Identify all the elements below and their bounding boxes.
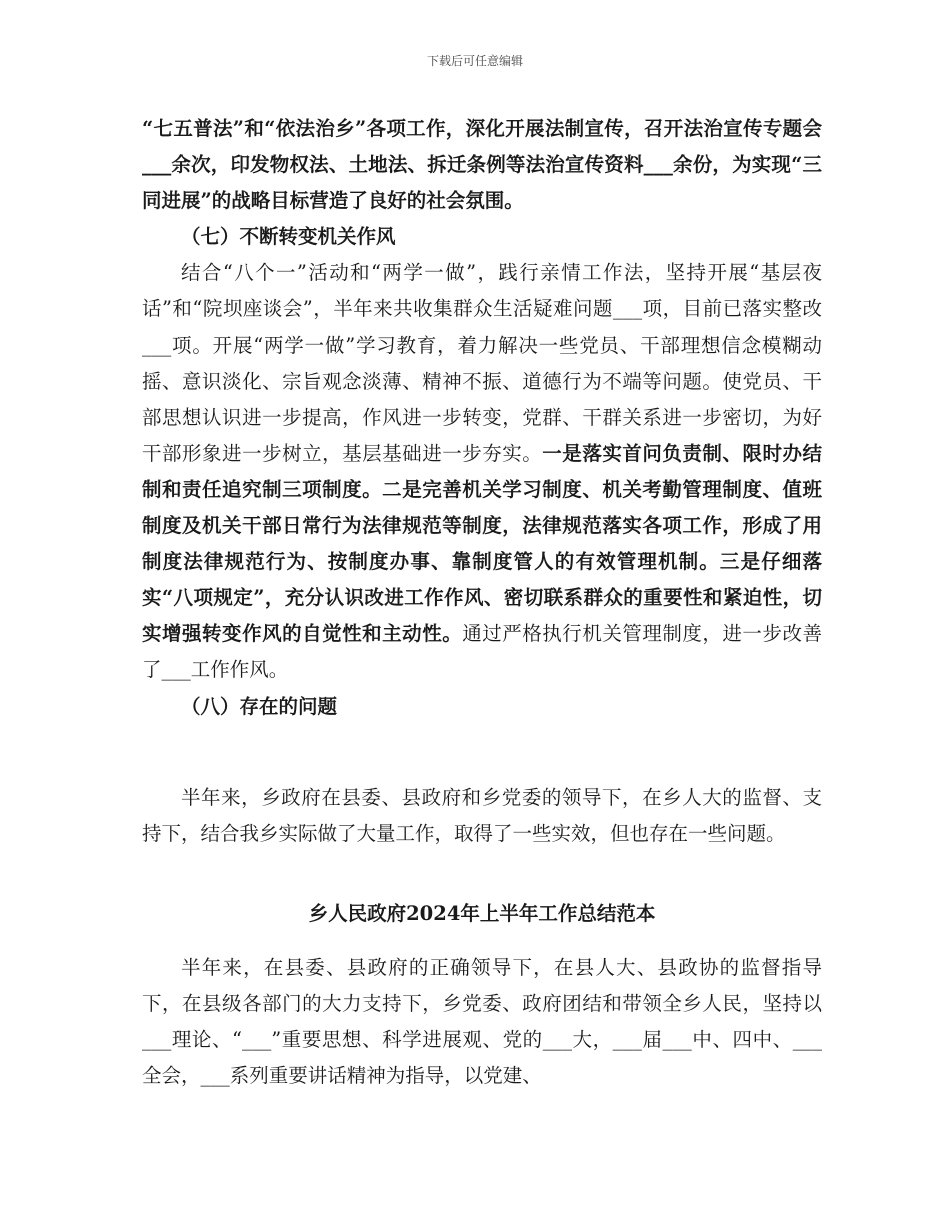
paragraph-work-style: [142, 255, 822, 688]
paragraph-intro: 半年来，在县委、县政府的正确领导下，在县人大、县政协的监督指导下，在县级各部门的大力支持下，乡党委、政府团结和带领全乡人民，坚持以___理论、“___”重要思想、科学进展观、党的___大，___届___中、四中、___全会，___系列重要讲话精神为指导，以党建、: [142, 956, 822, 1088]
document-title: 乡人民政府2024年上半年工作总结范本: [308, 902, 656, 925]
paragraph-problems: 半年来，乡政府在县委、县政府和乡党委的领导下，在乡人大的监督、支持下，结合我乡实际做了大量工作，取得了一些实效，但也存在一些问题。: [142, 786, 822, 846]
paragraph-legal-publicity: “七五普法”和“依法治乡”各项工作，深化开展法制宣传，召开法治宣传专题会___余次，印发物权法、土地法、拆迁条例等法治宣传资料___余份，为实现“三同进展”的战略目标营造了良好的社会氛围。: [142, 117, 822, 213]
heading-section-8: （八）存在的问题: [181, 694, 338, 718]
paragraph-highlight: 一是落实首问负责制、限时办结制和责任追究制三项制度。二是完善机关学习制度、机关考勤管理制度、值班制度及机关干部日常行为法律规范等制度，法律规范落实各项工作，形成了用制度法律规范行为、按制度办事、靠制度管人的有效管理机制。三是仔细落实“八项规定”，充分认识改进工作作风、密切联系群众的重要性和紧迫性，切实增强转变作风的自觉性和主动性。: [142, 441, 822, 646]
section-body-1: [142, 111, 822, 725]
heading-section-7: （七）不断转变机关作风: [181, 225, 396, 249]
paragraph-text: 通过严格执行机关管理制度，进一步改善了___工作作风。: [142, 622, 822, 682]
paragraph-text: 结合“八个一”活动和“两学一做”，践行亲情工作法，坚持开展“基层夜话”和“院坝座谈会”，半年来共收集群众生活疑难问题___项，目前已落实整改___项。开展“两学一做”学习教育，着力解决一些党员、干部理想信念模糊动摇、意识淡化、宗旨观念淡薄、精神不振、道德行为不端等问题。使党员、干部思想认识进一步提高，作风进一步转变，党群、干群关系进一步密切，为好干部形象进一步树立，基层基础进一步夯实。: [142, 261, 822, 465]
section-body-3: [142, 950, 822, 1094]
page-header: 下载后可任意编辑: [426, 54, 523, 68]
section-body-2: [142, 780, 822, 852]
